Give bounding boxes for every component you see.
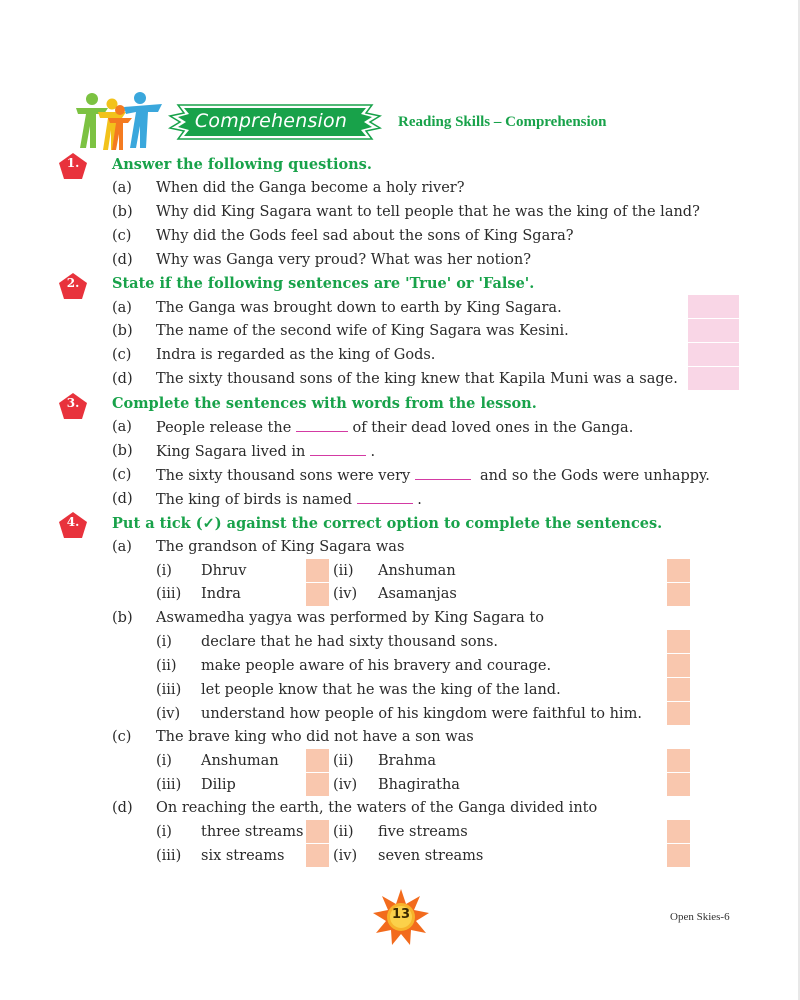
tick-box-4a-iii[interactable]	[306, 583, 329, 606]
tick-box-4b-iv[interactable]	[667, 702, 690, 725]
section-3-title: Complete the sentences with words from the lesson.	[112, 395, 537, 412]
section-1-badge: 1.	[58, 152, 88, 180]
tick-box-4d-iii[interactable]	[306, 844, 329, 867]
true-false-box-c[interactable]	[688, 343, 739, 367]
tick-box-4c-iv[interactable]	[667, 773, 690, 796]
section-4-badge: 4.	[58, 511, 88, 539]
tick-box-4b-i[interactable]	[667, 630, 690, 653]
true-false-box-a[interactable]	[688, 295, 739, 319]
section-4-title: Put a tick (✓) against the correct option to complete the sentences.	[112, 515, 663, 532]
page-number: 13	[391, 907, 411, 922]
section-1-title: Answer the following questions.	[112, 156, 372, 173]
section-2-badge: 2.	[58, 272, 88, 300]
blank-line[interactable]	[296, 419, 348, 432]
tick-box-4c-i[interactable]	[306, 749, 329, 772]
tick-box-4a-iv[interactable]	[667, 583, 690, 606]
tick-box-4a-i[interactable]	[306, 559, 329, 582]
tick-box-4d-iv[interactable]	[667, 844, 690, 867]
tick-box-4d-ii[interactable]	[667, 820, 690, 843]
header	[68, 92, 668, 152]
true-false-box-d[interactable]	[688, 367, 739, 391]
worksheet-page: Comprehension Reading Skills – Comprehension 1. Answer the following questions. (a) When did the Ganga become a holy river? (b) Why did King Sagara want to tell people that he was the king of the land? (c) Why did the Gods feel sad about the sons of King Sgara? (d) Why was Ganga very proud? What was her notion? 2. State if the following sentences are 'True' or 'False'. (a) The Ganga was brought down to earth by King Sagara. (b) The name of the second wife of King Sagara was Kesini. (c) Indra is regarded as the king of Gods. (d) The sixty thousand sons of the king knew that Kapila Muni was a sage. 3. Complete the sentences with words from the lesson. (a) People release the of their dead loved ones in the Ganga. (b) King Sagara lived in . (c) The sixty thousand sons were very and so the Gods were unhappy. (d) The king of birds is named . 4. Put a tick (✓) against the correct option to complete the sentences. (a) The grandson of King Sagara was (i) Dhruv (ii) Anshuman (iii) Indra (iv) Asamanjas (b) Aswamedha yagya was performed by King Sagara to (i) declare that he had sixty thousand sons. (ii) make people aware of his bravery and courage. (iii) let people know that he was the king of the land. (iv) understand how people of his kingdom were faithful to him. (c) The brave king who did not have a son was (i) Anshuman (ii) Brahma (iii) Dilip (iv) Bhagiratha (d) On reaching the earth, the waters of the Ganga divided into (i) three streams (ii) five streams (iii) six streams (iv) seven streams 13 Open Skies-6	[0, 0, 800, 1000]
banner-title: Comprehension	[194, 110, 348, 132]
kids-group-icon	[68, 92, 168, 152]
tick-box-4a-ii[interactable]	[667, 559, 690, 582]
blank-line[interactable]	[357, 491, 413, 504]
section-3-badge: 3.	[58, 392, 88, 420]
tick-box-4c-ii[interactable]	[667, 749, 690, 772]
blank-line[interactable]	[310, 443, 366, 456]
section-2-title: State if the following sentences are 'True' or 'False'.	[112, 275, 535, 292]
tick-box-4b-ii[interactable]	[667, 654, 690, 677]
book-title: Open Skies-6	[670, 911, 730, 923]
tick-box-4d-i[interactable]	[306, 820, 329, 843]
tick-box-4c-iii[interactable]	[306, 773, 329, 796]
tick-box-4b-iii[interactable]	[667, 678, 690, 701]
page-subtitle: Reading Skills – Comprehension	[398, 114, 607, 130]
true-false-box-b[interactable]	[688, 319, 739, 343]
blank-line[interactable]	[415, 467, 471, 480]
